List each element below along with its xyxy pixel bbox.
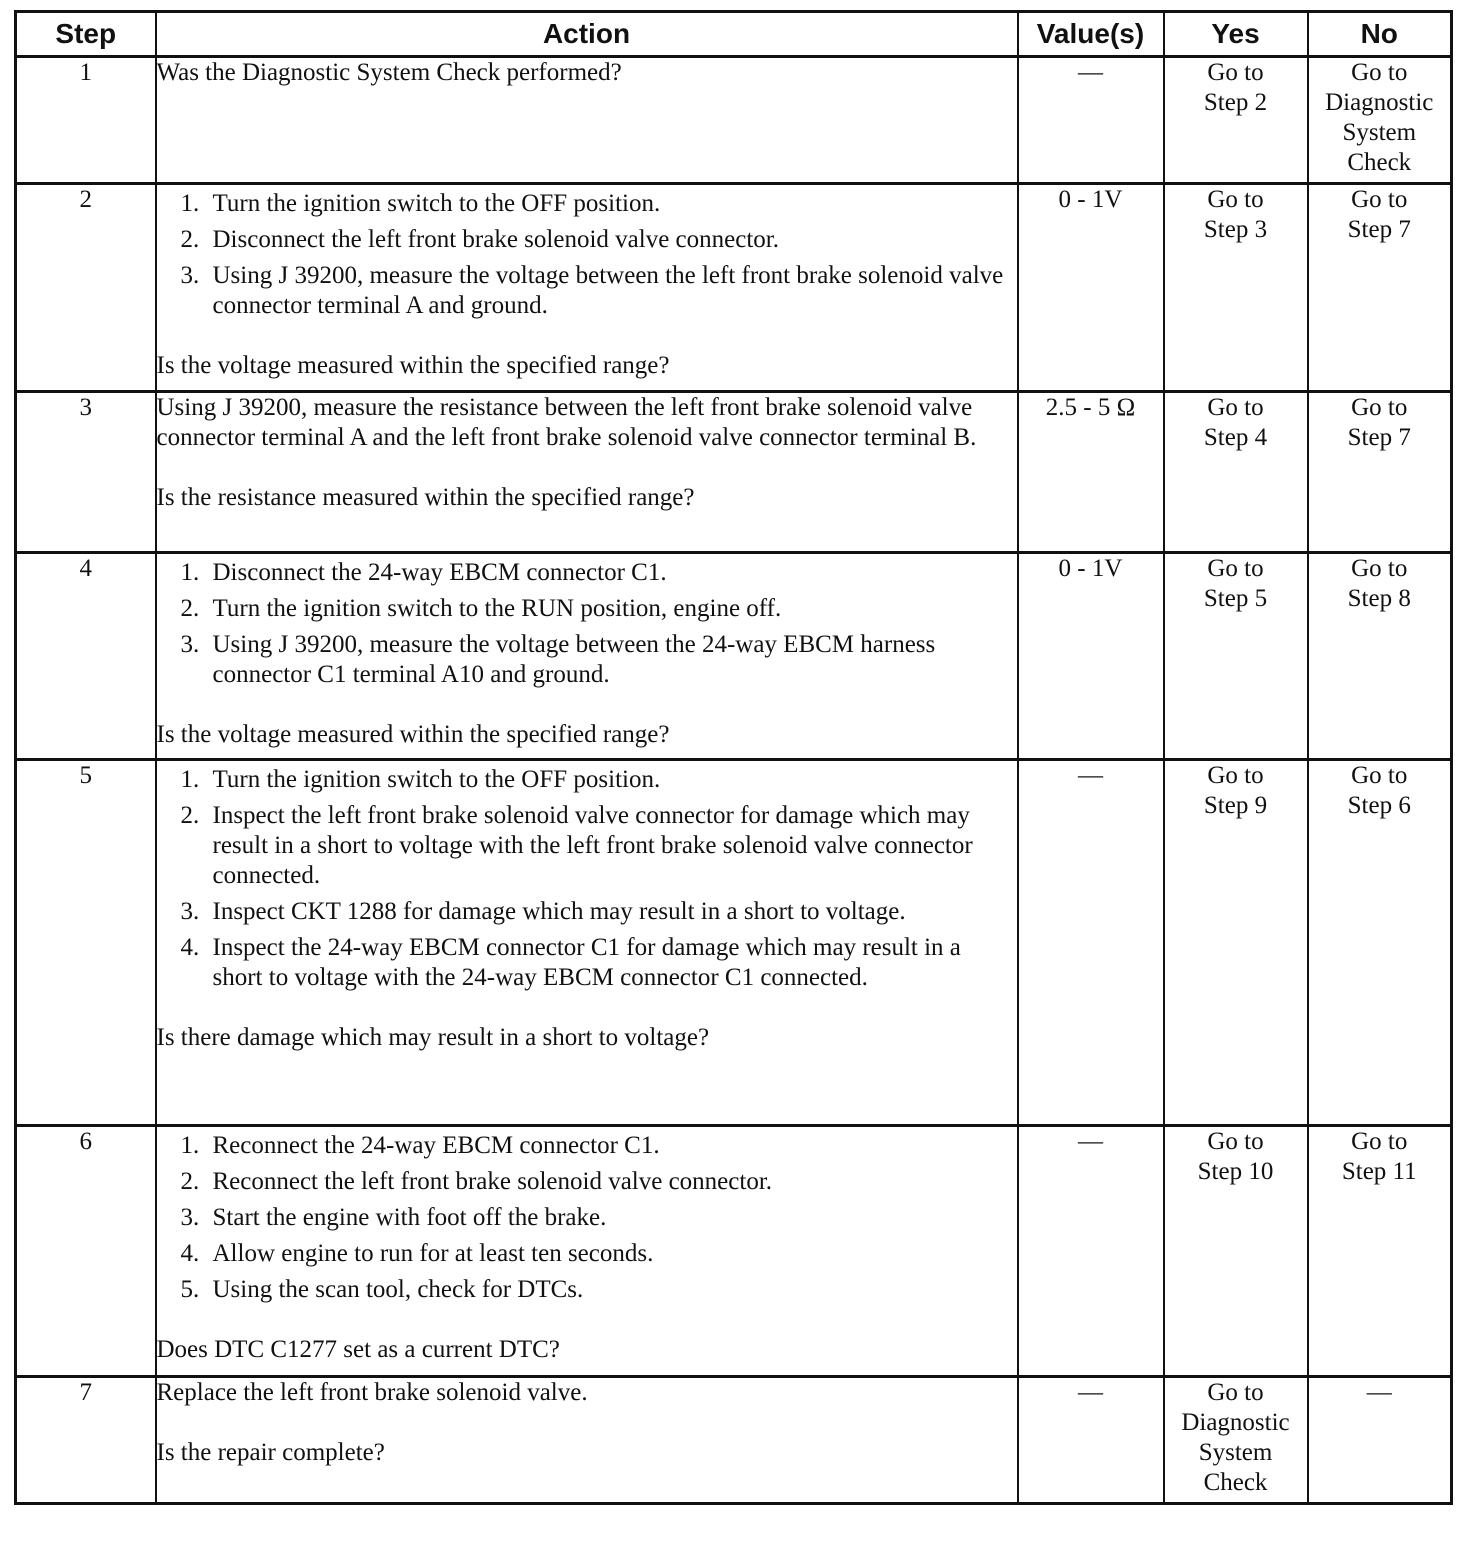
action-list <box>157 189 1017 321</box>
table-row <box>16 760 1452 1126</box>
list-item-text: Disconnect the 24-way EBCM connector C1. <box>212 559 667 586</box>
action-text: Was the Diagnostic System Check performed? <box>156 59 622 86</box>
action-list-item <box>180 1167 1017 1197</box>
table-row <box>16 392 1452 553</box>
action-list-item <box>180 933 1017 993</box>
action-list-item <box>180 594 1017 624</box>
action-cell <box>156 553 1018 760</box>
header-step: Step <box>16 12 156 57</box>
step-number: 4 <box>16 553 156 760</box>
list-item-number: 2. <box>180 802 200 829</box>
list-item-text: Allow engine to run for at least ten seconds. <box>212 1240 654 1267</box>
list-item-number: 4. <box>180 934 200 961</box>
action-question: Is the resistance measured within the specified range? <box>156 484 695 511</box>
no-cell <box>1308 57 1452 184</box>
list-item-number: 2. <box>180 1168 200 1195</box>
value-cell <box>1018 553 1164 760</box>
table-row <box>16 57 1452 184</box>
list-item-text: Using J 39200, measure the voltage between the 24-way EBCM harness connector C1 terminal A10 and ground. <box>212 631 936 688</box>
action-list <box>157 1131 1017 1305</box>
action-question: Is the voltage measured within the specified range? <box>156 721 670 748</box>
action-list <box>157 765 1017 993</box>
table-row <box>16 1126 1452 1377</box>
yes-cell-text: Go to Step 2 <box>1203 59 1268 116</box>
list-item-number: 3. <box>180 631 200 658</box>
list-item-text: Reconnect the 24-way EBCM connector C1. <box>212 1132 660 1159</box>
action-question: Is there damage which may result in a short to voltage? <box>156 1024 710 1051</box>
list-item-number: 3. <box>180 1204 200 1231</box>
no-cell-text: — <box>1366 1379 1392 1406</box>
step-number: 3 <box>16 392 156 553</box>
list-item-text: Using the scan tool, check for DTCs. <box>212 1276 584 1303</box>
value-cell-text: — <box>1078 59 1103 86</box>
value-cell <box>1018 1126 1164 1377</box>
yes-cell-text: Go to Step 3 <box>1203 186 1268 243</box>
table-row <box>16 1377 1452 1504</box>
yes-cell-text: Go to Step 5 <box>1203 555 1268 612</box>
list-item-number: 5. <box>180 1276 200 1303</box>
action-cell <box>156 1377 1018 1504</box>
no-cell-text: Go to Step 8 <box>1347 555 1411 612</box>
table-row <box>16 553 1452 760</box>
header-value: Value(s) <box>1018 12 1164 57</box>
list-item-number: 1. <box>180 1132 200 1159</box>
value-cell <box>1018 392 1164 553</box>
yes-cell <box>1164 553 1308 760</box>
action-text: Using J 39200, measure the resistance between the left front brake solenoid valve connector terminal A and the left front brake solenoid valve connector terminal B. <box>156 394 977 451</box>
action-list-item <box>180 261 1017 321</box>
table-row <box>16 184 1452 392</box>
no-cell-text: Go to Step 7 <box>1347 186 1411 243</box>
list-item-number: 1. <box>180 190 200 217</box>
list-item-text: Turn the ignition switch to the OFF position. <box>212 190 661 217</box>
header-action: Action <box>156 12 1018 57</box>
step-number: 5 <box>16 760 156 1126</box>
action-list-item <box>180 1131 1017 1161</box>
header-yes: Yes <box>1164 12 1308 57</box>
diagnostic-table-container <box>14 10 1450 1505</box>
no-cell <box>1308 392 1452 553</box>
list-item-text: Turn the ignition switch to the RUN position, engine off. <box>212 595 782 622</box>
value-cell-text: 2.5 - 5 Ω <box>1045 394 1136 421</box>
list-item-text: Disconnect the left front brake solenoid valve connector. <box>212 226 779 253</box>
action-cell <box>156 760 1018 1126</box>
value-cell-text: — <box>1078 1128 1103 1155</box>
yes-cell-text: Go to Step 4 <box>1203 394 1268 451</box>
no-cell-text: Go to Diagnostic System Check <box>1325 59 1434 176</box>
list-item-text: Using J 39200, measure the voltage between the left front brake solenoid valve connector terminal A and ground. <box>212 262 1004 319</box>
value-cell-text: 0 - 1V <box>1058 555 1123 582</box>
no-cell-text: Go to Step 7 <box>1347 394 1411 451</box>
no-cell <box>1308 184 1452 392</box>
yes-cell <box>1164 184 1308 392</box>
action-list-item <box>180 630 1017 690</box>
no-cell-text: Go to Step 11 <box>1341 1128 1417 1185</box>
value-cell-text: — <box>1078 762 1103 789</box>
list-item-number: 3. <box>180 262 200 289</box>
yes-cell <box>1164 760 1308 1126</box>
value-cell <box>1018 1377 1164 1504</box>
list-item-number: 1. <box>180 766 200 793</box>
yes-cell <box>1164 1377 1308 1504</box>
yes-cell-text: Go to Diagnostic System Check <box>1181 1379 1290 1496</box>
action-question: Is the repair complete? <box>156 1439 385 1466</box>
action-list-item <box>180 558 1017 588</box>
step-number: 6 <box>16 1126 156 1377</box>
list-item-number: 2. <box>180 226 200 253</box>
step-number: 1 <box>16 57 156 184</box>
action-cell <box>156 184 1018 392</box>
action-list-item <box>180 801 1017 891</box>
action-list-item <box>180 1203 1017 1233</box>
action-text: Replace the left front brake solenoid valve. <box>156 1379 588 1406</box>
list-item-text: Inspect CKT 1288 for damage which may result in a short to voltage. <box>212 898 906 925</box>
no-cell-text: Go to Step 6 <box>1347 762 1411 819</box>
list-item-text: Reconnect the left front brake solenoid valve connector. <box>212 1168 773 1195</box>
diagnostic-table <box>14 10 1453 1505</box>
yes-cell <box>1164 57 1308 184</box>
table-body <box>16 57 1452 1504</box>
list-item-number: 4. <box>180 1240 200 1267</box>
value-cell <box>1018 184 1164 392</box>
action-list-item <box>180 225 1017 255</box>
action-list-item <box>180 1275 1017 1305</box>
step-number: 2 <box>16 184 156 392</box>
no-cell <box>1308 1126 1452 1377</box>
header-row <box>16 12 1452 57</box>
yes-cell-text: Go to Step 9 <box>1203 762 1268 819</box>
list-item-number: 2. <box>180 595 200 622</box>
list-item-number: 1. <box>180 559 200 586</box>
action-cell <box>156 1126 1018 1377</box>
no-cell <box>1308 760 1452 1126</box>
action-list-item <box>180 189 1017 219</box>
action-list-item <box>180 1239 1017 1269</box>
yes-cell <box>1164 1126 1308 1377</box>
no-cell <box>1308 1377 1452 1504</box>
list-item-text: Turn the ignition switch to the OFF position. <box>212 766 661 793</box>
action-question: Does DTC C1277 set as a current DTC? <box>156 1336 560 1363</box>
list-item-number: 3. <box>180 898 200 925</box>
yes-cell-text: Go to Step 10 <box>1197 1128 1274 1185</box>
action-list-item <box>180 765 1017 795</box>
value-cell-text: — <box>1078 1379 1103 1406</box>
yes-cell <box>1164 392 1308 553</box>
value-cell <box>1018 760 1164 1126</box>
no-cell <box>1308 553 1452 760</box>
action-question: Is the voltage measured within the specified range? <box>156 352 670 379</box>
list-item-text: Start the engine with foot off the brake. <box>212 1204 607 1231</box>
value-cell <box>1018 57 1164 184</box>
action-list-item <box>180 897 1017 927</box>
header-no: No <box>1308 12 1452 57</box>
action-cell <box>156 57 1018 184</box>
list-item-text: Inspect the left front brake solenoid valve connector for damage which may result in a short to voltage with the left front brake solenoid valve connector connected. <box>212 802 973 889</box>
action-cell <box>156 392 1018 553</box>
action-list <box>157 558 1017 690</box>
value-cell-text: 0 - 1V <box>1058 186 1123 213</box>
list-item-text: Inspect the 24-way EBCM connector C1 for damage which may result in a short to voltage with the 24-way EBCM connector C1 connected. <box>212 934 961 991</box>
step-number: 7 <box>16 1377 156 1504</box>
